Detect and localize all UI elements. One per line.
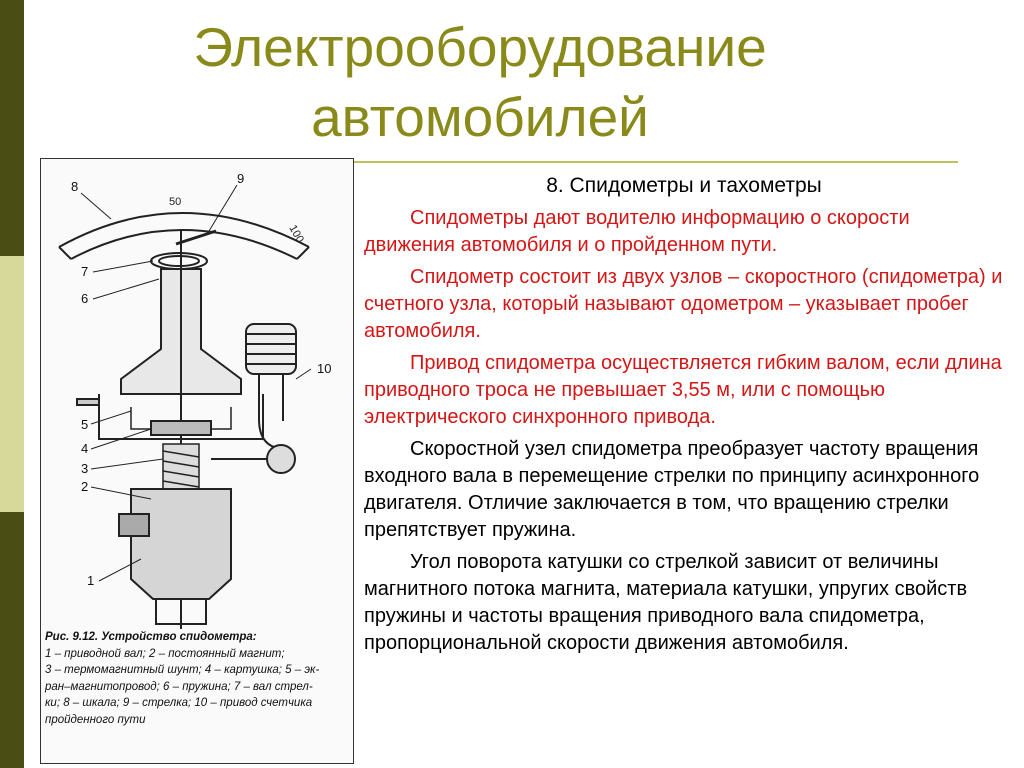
figure-caption xyxy=(45,629,345,728)
speedometer-diagram xyxy=(41,159,353,629)
speedometer-figure xyxy=(40,158,354,764)
paragraph-speedometer-parts: Спидометр состоит из двух узлов – скоростного (спидометра) и счетного узла, который называют одометром – указывает пробег автомобиля. xyxy=(364,266,1003,342)
callout-3: 3 xyxy=(81,461,89,476)
paragraph-speedometer-info: Спидометры дают водителю информацию о скорости движения автомобиля и о пройденном пути. xyxy=(364,207,910,256)
scale-label-100: 100 xyxy=(286,223,306,245)
scale-arc-inner xyxy=(71,230,297,259)
scale-label-50: 50 xyxy=(169,196,182,208)
title-divider xyxy=(350,161,958,163)
callout-5: 5 xyxy=(81,417,89,432)
left-accent-stripe-top xyxy=(0,0,24,256)
callout-4: 4 xyxy=(81,441,89,456)
paragraph-speed-unit: Скоростной узел спидометра преобразует частоту вращения входного вала в перемещение стрелки по принципу асинхронного двигателя. Отличие заключается в том, что вращению стрелки препятствует пружина. xyxy=(364,438,980,541)
caption-line: 3 – термомагнитный шунт; 4 – картушка; 5 – эк- xyxy=(45,664,320,676)
left-accent-stripe-middle xyxy=(0,256,24,512)
callout-2: 2 xyxy=(81,479,89,494)
callout-10: 10 xyxy=(317,361,332,376)
paragraph-speedometer-drive: Привод спидометра осуществляется гибким валом, если длина приводного троса не превышает 3,55 м, или с помощью электрического синхронного привода. xyxy=(364,352,1002,428)
housing-lower xyxy=(131,489,231,599)
worm-gear xyxy=(163,444,199,494)
section-title: 8. Спидометры и тахометры xyxy=(546,174,822,197)
odometer-drive xyxy=(211,324,296,473)
caption-line: пройденного пути xyxy=(45,713,146,726)
slide-title-line2: автомобилей xyxy=(311,86,649,148)
caption-heading: Рис. 9.12. Устройство спидометра: xyxy=(45,631,257,643)
callout-1: 1 xyxy=(87,573,95,588)
caption-line: ран–магнитопровод; 6 – пружина; 7 – вал стрел- xyxy=(45,680,313,693)
slide-title-line1: Электрооборудование xyxy=(193,16,767,78)
paragraph-coil-angle: Угол поворота катушки со стрелкой зависит от величины магнитного потока магнита, материала катушки, упругих свойств пружины и частоты вращения приводного вала спидометра, пропорциональной скорости движения автомобиля. xyxy=(364,551,968,654)
caption-line: ки; 8 – шкала; 9 – стрелка; 10 – привод счетчика xyxy=(45,697,313,709)
caption-line: 1 – приводной вал; 2 – постоянный магнит; xyxy=(45,647,285,660)
callout-9: 9 xyxy=(237,171,245,186)
callout-6: 6 xyxy=(81,291,89,306)
content-panel xyxy=(364,168,1004,662)
magnet xyxy=(151,421,211,435)
callout-8: 8 xyxy=(71,179,79,194)
left-accent-stripe-bottom xyxy=(0,512,24,768)
slide-title xyxy=(60,12,900,152)
callout-7: 7 xyxy=(81,264,89,279)
